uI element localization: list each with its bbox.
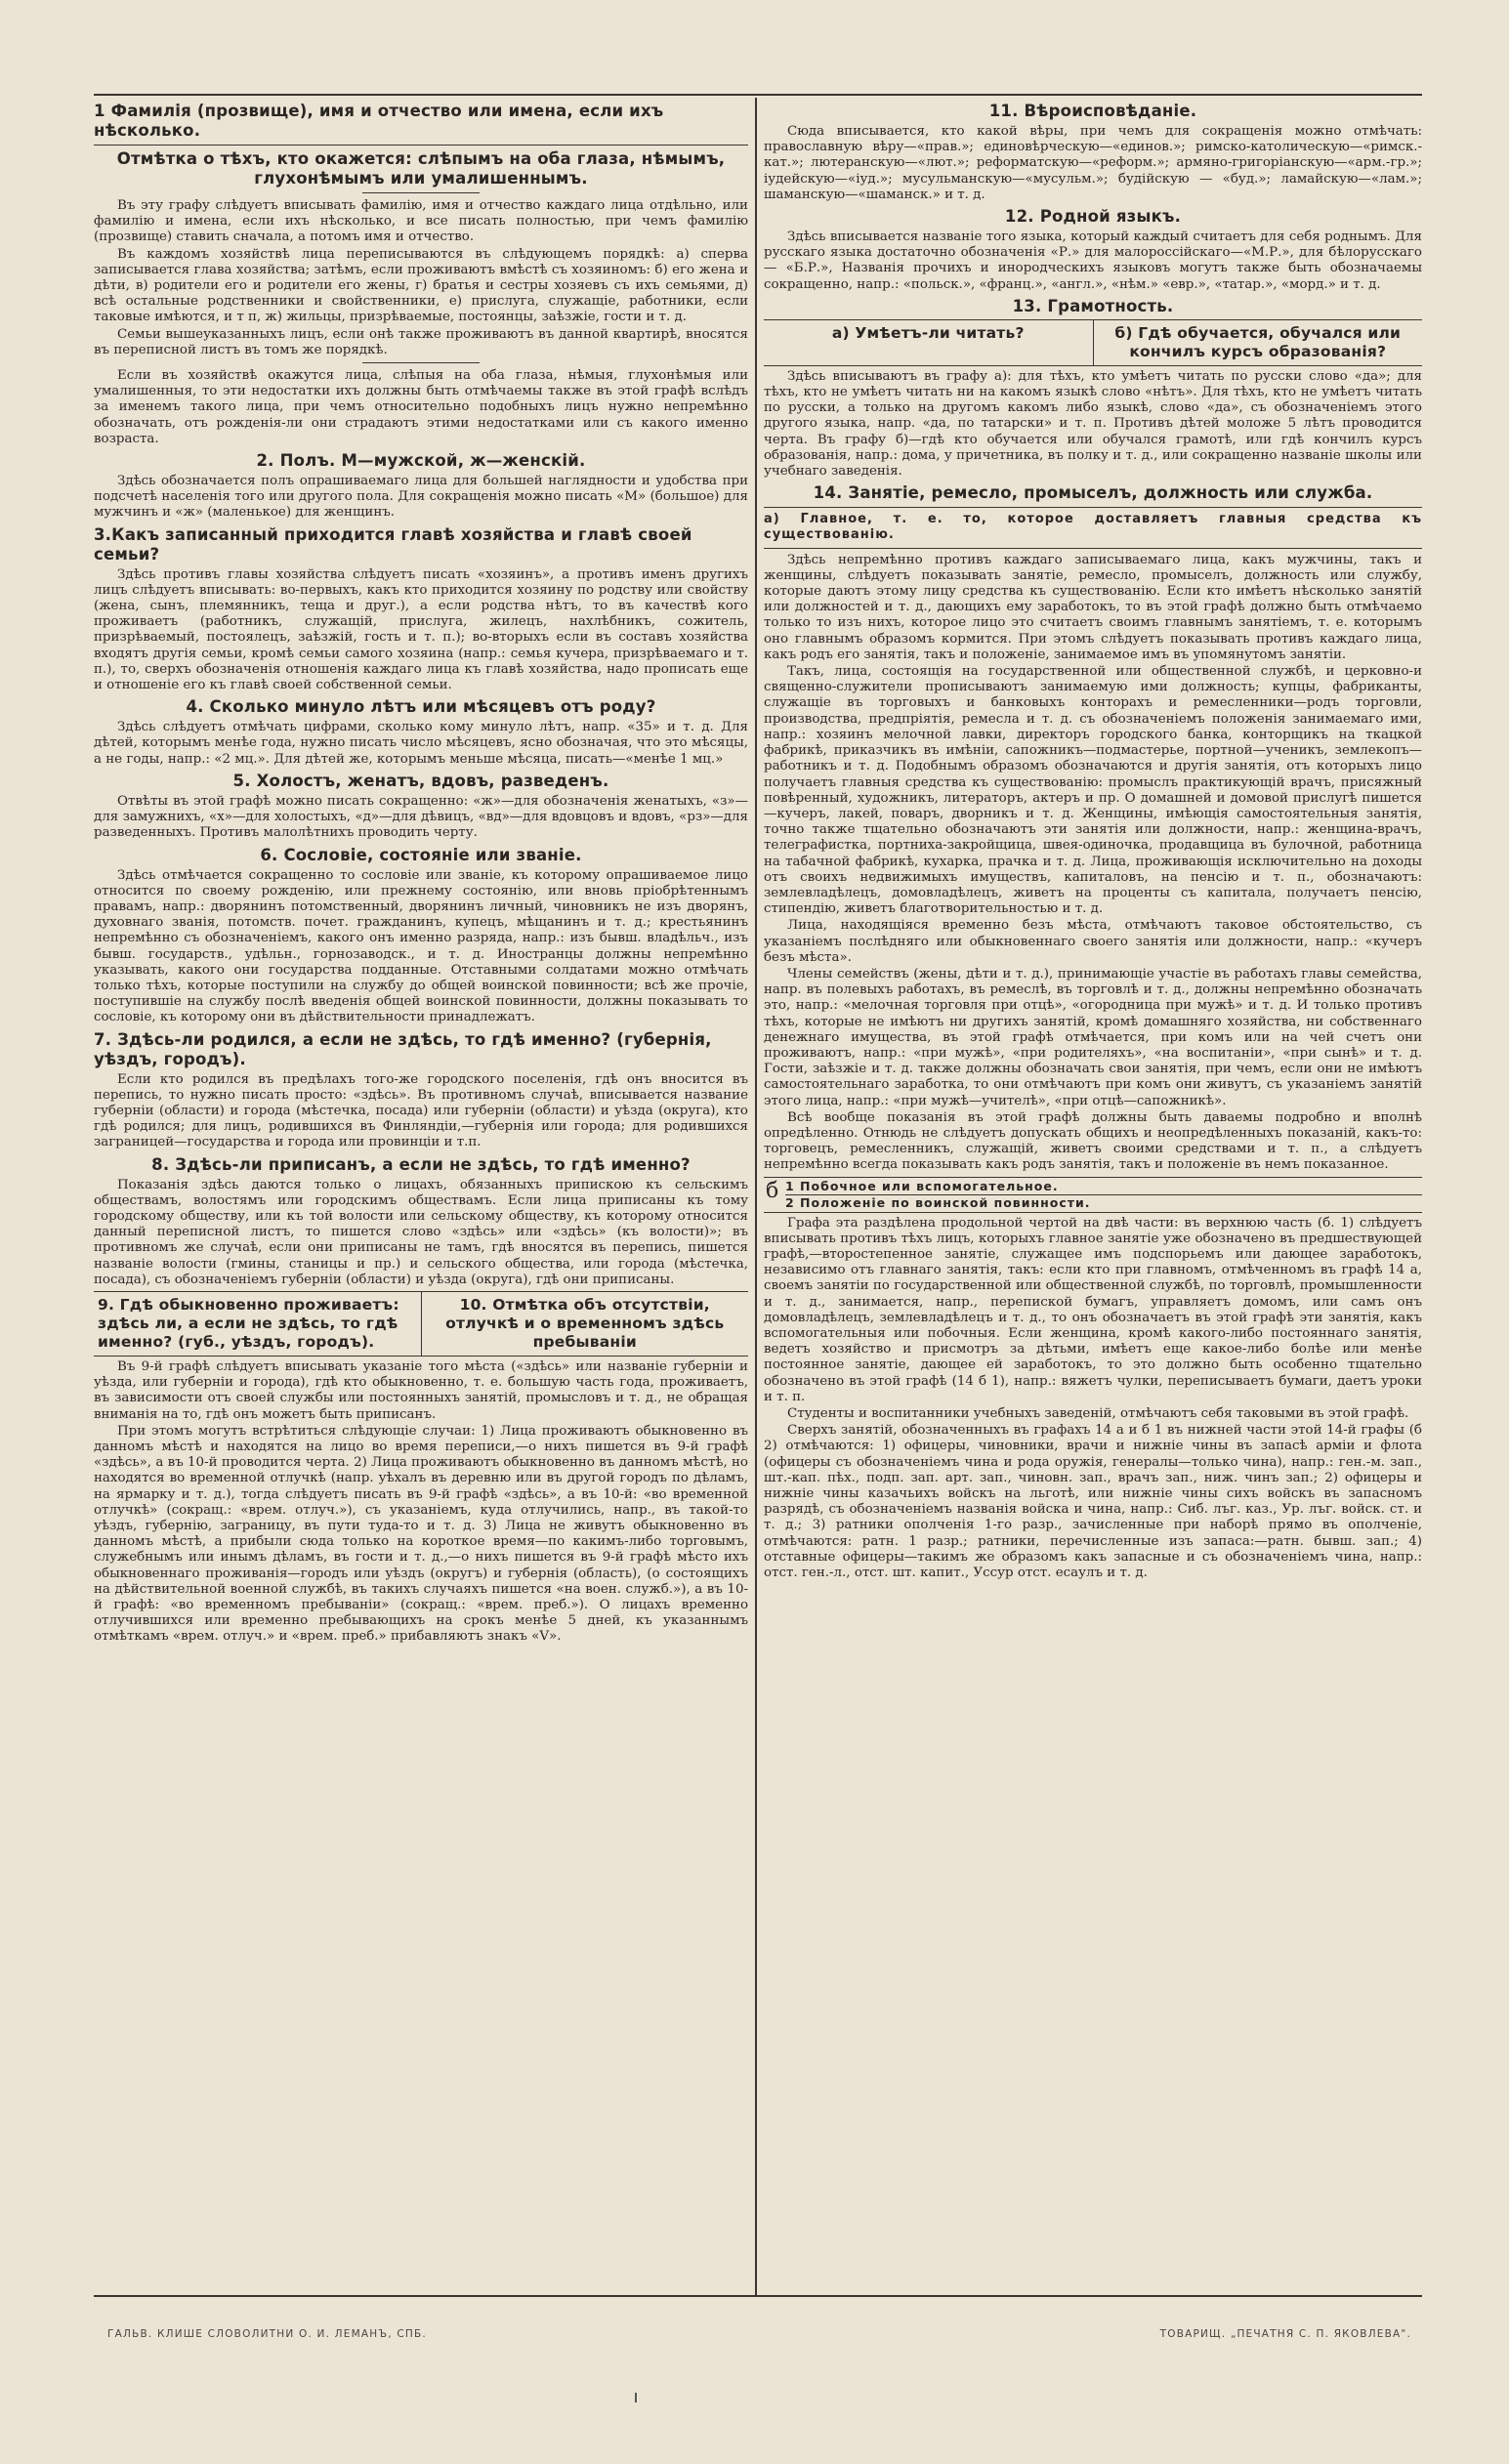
section-9-paragraph: Въ 9-й графѣ слѣдуетъ вписывать указаніе того мѣста («здѣсь» или названіе губерніи и уѣзда, или губерніи и города), гдѣ кто обыкновенно, т. е. большую часть года, проживаетъ, въ зависимости отъ своей службы или постоянныхъ занятій, промысловъ и т. д., не обращая вниманія на то, гдѣ онъ можетъ быть приписанъ. xyxy=(94,1358,748,1422)
right-column xyxy=(764,98,1422,1582)
section-14-paragraph: Всѣ вообще показанія въ этой графѣ должны быть даваемы подробно и вполнѣ опредѣленно. Отнюдь не слѣдуетъ допускать общихъ и неопредѣленныхъ показаній, какъ-то: торговецъ, ремесленникъ, служащій, живетъ своими средствами и т. п., а слѣдуетъ непремѣнно всегда показывать какъ родъ занятія, такъ и положеніе въ немъ показанное. xyxy=(764,1109,1422,1173)
section-14-title: 14. Занятіе, ремесло, промыселъ, должность или служба. xyxy=(813,483,1373,503)
section-14a-subtitle: а) Главное, т. е. то, которое доставляетъ главныя средства къ существованію. xyxy=(764,512,1422,543)
printer-imprint-right: ТОВАРИЩ. „ПЕЧАТНЯ С. П. ЯКОВЛЕВА". xyxy=(1159,2328,1411,2340)
section-12-title: 12. Родной языкъ. xyxy=(1004,207,1182,227)
section-9-header-cell xyxy=(94,1292,421,1356)
section-7-paragraph: Если кто родился въ предѣлахъ того-же городского поселенія, гдѣ онъ вносится въ перепись, то нужно писать просто: «здѣсь». Въ противномъ случаѣ, вписывается название губерніи (области) и города (мѣстечка, посада) или губерніи (области) и уѣзда (округа), кто гдѣ родился; для лицъ, родившихся въ Финляндіи,—губернія или города; для родившихся заграницей—государства и города или провинціи и т.п. xyxy=(94,1071,748,1150)
divider-short xyxy=(362,362,480,363)
section-13a-title: а) Умѣетъ-ли читать? xyxy=(831,323,1025,342)
section-11-title: 11. Вѣроисповѣданіе. xyxy=(988,102,1197,120)
sections-9-10-header xyxy=(94,1291,748,1357)
section-1-paragraph: Если въ хозяйствѣ окажутся лица, слѣпыя на оба глаза, нѣмыя, глухонѣмыя или умалишенныя, то эти недостатки ихъ должны быть отмѣчаемы также въ этой графѣ вслѣдъ за именемъ такого лица, при чемъ относительно подобныхъ лицъ нужно непремѣнно обозначать, отъ рожденія-ли они страдаютъ этими недостатками или съ какого именно возраста. xyxy=(94,368,748,446)
section-4-title: 4. Сколько минуло лѣтъ или мѣсяцевъ отъ роду? xyxy=(186,697,656,717)
divider xyxy=(764,507,1422,508)
section-13a-cell xyxy=(764,320,1093,365)
section-14b-header xyxy=(764,1177,1422,1213)
section-4-paragraph: Здѣсь слѣдуетъ отмѣчать цифрами, сколько кому минуло лѣтъ, напр. «35» и т. д. Для дѣтей, которымъ менѣе года, нужно писать число мѣсяцевъ, ясно обозначая, что это мѣсяцы, а не годы, напр.: «2 мц.». Для дѣтей же, которымъ меньше мѣсяца, писать—«менѣе 1 мц.» xyxy=(94,720,748,767)
bottom-rule xyxy=(94,2295,1422,2297)
divider xyxy=(94,145,748,146)
section-13-title: 13. Грамотность. xyxy=(1012,296,1174,315)
section-1-paragraph: Семьи вышеуказанныхъ лицъ, если онѣ также проживаютъ въ данной квартирѣ, вносятся въ переписной листъ въ томъ же порядкѣ. xyxy=(94,326,748,357)
section-1-note: Отмѣтка о тѣхъ, кто окажется: слѣпымъ на оба глаза, нѣмымъ, глухонѣмымъ или умалишеннымъ. xyxy=(116,149,726,188)
section-8-paragraph: Показанія здѣсь даются только о лицахъ, обязанныхъ припискою къ сельскимъ обществамъ, волостямъ или городскимъ обществамъ. Если лица приписаны къ тому городскому обществу, или къ той волости или сельскому обществу, къ которому относится данный переписной листъ, то пишется слово «здѣсь» или «здѣсь» (къ волости)»; въ противномъ же случаѣ, если они приписаны не тамъ, гдѣ вносятся въ перепись, пишется названіе волости (гмины, станицы и пр.) и сельского общества, или города (мѣстечка, посада), съ обозначеніемъ губерніи (области) и уѣзда (округа), гдѣ они приписаны. xyxy=(94,1177,748,1287)
section-3-paragraph: Здѣсь противъ главы хозяйства слѣдуетъ писать «хозяинъ», а противъ именъ другихъ лицъ слѣдуетъ вписывать: во-первыхъ, какъ кто приходится хозяину по родству или свойству (жена, сынъ, племянникъ, теща и друг.), а если родства нѣтъ, то въ качествѣ кого проживаетъ (работникъ, служащій, прислуга, жилецъ, нахлѣбникъ, сожитель, призрѣваемый, постоялецъ, заѣзжій, гость и т. п.); во-вторыхъ если въ составъ хозяйства входятъ другія семьи, кромѣ семьи самого хозяина (напр.: семья кучера, призрѣваемаго и т. п.), то, сверхъ обозначенія отношенія каждаго лица къ главѣ хозяйства, надо прописать еще и отношеніе его къ главѣ своей собственной семьи. xyxy=(94,566,748,693)
section-9-paragraph: При этомъ могутъ встрѣтиться слѣдующіе случаи: 1) Лица проживаютъ обыкновенно въ данномъ мѣстѣ и находятся на лицо во время переписи,—о нихъ пишется въ 9-й графѣ «здѣсь», а въ 10-й проводится черта. 2) Лица проживаютъ обыкновенно въ данномъ мѣстѣ, но находятся во временной отлучкѣ (напр. уѣхалъ въ деревню или въ другой городъ по дѣламъ, на ярмарку и т. д.), тогда слѣдуетъ писать въ 9-й графѣ «здѣсь», а въ 10-й: «во временной отлучкѣ» (сокращ.: «врем. отлуч.»), съ указаніемъ, куда отлучились, напр., въ такой-то уѣздъ, губернію, заграницу, въ пути туда-то и т. д. 3) Лица не живутъ обыкновенно въ данномъ мѣстѣ, а прибыли сюда только на короткое время—по какимъ-либо торговымъ, служебнымъ или инымъ дѣламъ, въ гости и т. д.,—о нихъ пишется въ 9-й графѣ мѣсто ихъ обыкновеннаго проживанія—городъ или уѣздъ (округъ) и губернія (область), (о состоящихъ на дѣйствительной военной службѣ, въ такихъ случаяхъ пишется «на воен. служб.»), а въ 10-й графѣ: «во временномъ пребываніи» (сокращ.: «врем. преб.»). О лицахъ временно отлучившихся или временно пребывающихъ на срокъ менѣе 5 дней, къ указаннымъ отмѣткамъ «врем. отлуч.» и «врем. преб.» прибавляютъ знакъ «V». xyxy=(94,1423,748,1645)
section-3-title: 3.Какъ записанный приходится главѣ хозяйства и главѣ своей семьи? xyxy=(94,524,692,564)
section-1-title: 1 Фамилія (прозвище), имя и отчество или имена, если ихъ нѣсколько. xyxy=(94,102,664,140)
section-14b-mark: б xyxy=(766,1178,779,1203)
section-6-paragraph: Здѣсь отмѣчается сокращенно то сословіе или званіе, къ которому опрашиваемое лицо относится по своему рожденію, или прежнему состоянію, или вновь пріобрѣтеннымъ правамъ, напр.: дворянинъ потомственный, дворянинъ личный, чиновникъ не изъ дворянъ, духовнаго званія, потомств. почет. гражданинъ, купецъ, мѣщанинъ и т. д.; крестьянинъ непремѣнно съ обозначеніемъ, какого онъ именно разряда, напр.: изъ бывш. владѣльч., изъ бывш. государств., удѣльн., горнозаводск., и т. д. Иностранцы должны непремѣнно указывать, какого они государства подданные. Отставными солдатами можно отмѣчать только тѣхъ, которые поступили на службу до общей воинской повинности; всѣ же прочіе, поступившіе на службу послѣ введенія общей воинской повинности, должны показывать то сословіе, къ которому они въ дѣйствительности принадлежатъ. xyxy=(94,867,748,1025)
top-rule xyxy=(94,94,1422,96)
section-11-paragraph: Сюда вписывается, кто какой вѣры, при чемъ для сокращенія можно отмѣчать: православную вѣру—«прав.»; единовѣрческую—«единов.»; римско-католическую—«римск.-кат.»; лютеранскую—«лют.»; реформатскую—«реформ.»; армяно-григоріанскую—«арм.-гр.»; іудейскую—«іуд.»; мусульманскую—«мусульм.»; будійскую — «буд.»; ламайскую—«лам.»; шаманскую—«шаманск.» и т. д. xyxy=(764,124,1422,202)
column-divider xyxy=(755,98,757,2295)
section-1-paragraph: Въ эту графу слѣдуетъ вписывать фамилію, имя и отчество каждаго лица отдѣльно, или фамилію и имена, если ихъ нѣсколько, и все писать полностью, при чемъ фамилію (прозвище) ставить сначала, а потомъ имя и отчество. xyxy=(94,198,748,245)
left-column xyxy=(94,98,748,1647)
section-14-paragraph: Лица, находящіяся временно безъ мѣста, отмѣчаютъ таковое обстоятельство, съ указаніемъ послѣдняго или обыкновеннаго своего занятія или должности, напр.: «кучеръ безъ мѣста». xyxy=(764,918,1422,965)
section-2-title: 2. Полъ. М—мужской, ж—женскій. xyxy=(256,451,586,471)
section-8-title: 8. Здѣсь-ли приписанъ, а если не здѣсь, то гдѣ именно? xyxy=(151,1154,691,1174)
section-14b-paragraph: Сверхъ занятій, обозначенныхъ въ графахъ 14 а и б 1 въ нижней части этой 14-й графы (б 2) отмѣчаются: 1) офицеры, чиновники, врачи и нижніе чины въ запасѣ арміи и флота (офицеры съ обозначеніемъ чина и рода оружія, генералы—только чина), напр.: ген.-м. зап., шт.-кап. пѣх., подп. зап. арт. зап., чиновн. зап., врачъ зап., ниж. чинъ зап.; 2) офицеры и нижніе чины казачьихъ войскъ на льготѣ, или нижніе чины сихъ войскъ въ запасномъ разрядѣ, съ обозначеніемъ названія войска и чина, напр.: Сиб. лъг. каз., Ур. лъг. войск. ст. и т. д.; 3) ратники ополченія 1-го разр., зачисленные при наборѣ прямо въ ополченіе, отмѣчаются: ратн. 1 разр.; ратники, перечисленные изъ запаса:—ратн. бывш. зап.; 4) отставные офицеры—такимъ же образомъ какъ запасные и съ обозначеніемъ чина, напр.: отст. ген.-л., отст. шт. капит., Уссур отст. есаулъ и т. д. xyxy=(764,1423,1422,1581)
section-5-title: 5. Холостъ, женатъ, вдовъ, разведенъ. xyxy=(232,771,609,790)
divider xyxy=(764,548,1422,549)
section-13-paragraph: Здѣсь вписываютъ въ графу а): для тѣхъ, кто умѣетъ читать по русски слово «да»; для тѣхъ, кто не умѣетъ читать ни на какомъ языкѣ слово «нѣтъ». Для тѣхъ, кто не умѣетъ читать по русски, а только на другомъ какомъ либо языкѣ, слово «да», съ обозначеніемъ этого другого языка, напр. «да, по татарски» и т. п. Противъ дѣтей моложе 5 лѣтъ проводится черта. Въ графу б)—гдѣ кто обучается или обучался грамотѣ, или гдѣ кончилъ курсъ образованія, напр.: дома, у причетника, въ полку и т. д., или сокращенно названіе школы или учебнаго заведенія. xyxy=(764,368,1422,480)
section-14-paragraph: Здѣсь непремѣнно противъ каждаго записываемаго лица, какъ мужчины, такъ и женщины, слѣдуетъ показывать занятіе, ремесло, промыселъ, должность или службу, которые даютъ этому лицу средства къ существованію. Если кто имѣетъ нѣсколько занятій или должностей и т. д., дающихъ ему заработокъ, то въ этой графѣ должно быть отмѣчаемо только то изъ нихъ, которое лицо это считаетъ своимъ главнымъ занятіемъ, т. е. которымъ оно главнымъ образомъ кормится. При этомъ слѣдуетъ показывать противъ каждаго лица, какъ родъ его занятія, такъ и положеніе, занимаемое имъ въ упомянутомъ занятіи. xyxy=(764,552,1422,662)
section-12-paragraph: Здѣсь вписывается названіе того языка, который каждый считаетъ для себя роднымъ. Для русскаго языка достаточно обозначенія «Р.» для малороссійскаго—«М.Р.», для бѣлорусскаго — «Б.Р.», Названія прочихъ и инородческихъ языковъ могутъ также быть обозначаемы сокращенно, напр.: «польск.», «франц.», «англ.», «нѣм.» «евр.», «татар.», «морд.» и т. д. xyxy=(764,230,1422,292)
section-13b-title: б) Гдѣ обучается, обучался или кончилъ курсъ образованія? xyxy=(1114,323,1402,360)
print-mark xyxy=(635,2393,637,2402)
divider-short xyxy=(362,192,480,193)
section-13-subheaders xyxy=(764,319,1422,366)
section-2-paragraph: Здѣсь обозначается полъ опрашиваемаго лица для большей наглядности и удобства при подсчетѣ населенія того или другого пола. Для сокращенія можно писать «М» (большое) для мужчинъ и «ж» (маленькое) для женщинъ. xyxy=(94,474,748,521)
section-5-paragraph: Отвѣты въ этой графѣ можно писать сокращенно: «ж»—для обозначенія женатыхъ, «з»—для замужнихъ, «х»—для холостыхъ, «д»—для дѣвицъ, «вд»—для вдовцовъ и вдовъ, «рз»—для разведенныхъ. Противъ малолѣтнихъ проводить черту. xyxy=(94,793,748,841)
section-1-paragraph: Въ каждомъ хозяйствѣ лица переписываются въ слѣдующемъ порядкѣ: а) сперва записывается глава хозяйства; затѣмъ, если проживаютъ вмѣстѣ съ хозяиномъ: б) его жена и дѣти, в) родители его и родители его жены, г) братья и сестры хозяевъ съ ихъ семьями, д) всѣ остальные родственники и свойственники, е) прислуга, служащіе, работники, если таковые имѣются, и т п, ж) жильцы, призрѣваемые, постоянцы, заѣзжіе, гости и т. д. xyxy=(94,246,748,325)
section-14-paragraph: Такъ, лица, состоящія на государственной или общественной службѣ, и церковно-и священно-служители прописываютъ занимаемую ими должность; купцы, фабриканты, служащіе въ торговыхъ и банковыхъ конторахъ и ремесленники—родъ торговли, производства, предпріятія, ремесла и т. д. съ обозначеніемъ положенія занимаемаго ими, напр.: хозяинъ мелочной лавки, директоръ городского банка, конторщикъ на ткацкой фабрикѣ, приказчикъ въ имѣніи, сапожникъ—подмастерье, портной—ученикъ, землекопъ—работникъ и т. д. Подобнымъ образомъ обозначаются и другія занятія, отъ которыхъ лицо получаетъ главныя средства къ существованію: промыслъ практикующій врачъ, присяжный повѣренный, художникъ, литераторъ, актеръ и пр. О домашней и домовой прислугѣ пишется—кучеръ, лакей, поваръ, дворникъ и т. д. Женщины, имѣющія самостоятельныя занятія, точно также тщательно обозначаютъ эти занятія или должности, напр.: женщина-врачъ, телеграфистка, портниха-закройщица, швея-одиночка, продавщица въ булочной, работница на табачной фабрикѣ, кухарка, прачка и т. д. Лица, проживающія исключительно на доходы отъ своихъ недвижимыхъ имуществъ, капиталовъ, на пенсію и т. п., обозначаютъ: землевладѣлецъ, домовладѣлецъ, живетъ на проценты съ капитала, получаетъ пенсію, стипендію, живетъ благотворительностью и т. д. xyxy=(764,664,1422,917)
section-7-title: 7. Здѣсь-ли родился, а если не здѣсь, то гдѣ именно? (губернія, уѣздъ, городъ). xyxy=(94,1029,712,1068)
section-14b-paragraph: Графа эта раздѣлена продольной чертой на двѣ части: въ верхнюю часть (б. 1) слѣдуетъ вписывать противъ тѣхъ лицъ, которыхъ главное занятіе уже обозначено въ предшествующей графѣ,—второстепенное занятіе, служащее имъ подспорьемъ или дающее заработокъ, независимо отъ главнаго занятія, такъ: если кто при главномъ, отмѣченномъ въ графѣ 14 а, своемъ занятіи по государственной или общественной службѣ, по торговлѣ, промышленности и т. д., занимается, напр., перепиской бумагъ, управляетъ домомъ, или самъ онъ домовладѣлецъ, землевладѣлецъ и т. д., то онъ обозначаетъ въ этой графѣ эти занятія, какъ вспомогательныя или побочныя. Если женщина, кромѣ какого-либо постояннаго занятія, ведетъ хозяйство и присмотръ за дѣтьми, имѣетъ еще какое-либо болѣе или менѣе постоянное занятіе, дающее ей заработокъ, то это должно быть особенно тщательно обозначено въ этой графѣ (14 б 1), напр.: вяжетъ чулки, переписываетъ бумаги, даетъ уроки и т. п. xyxy=(764,1215,1422,1404)
section-9-title: 9. Гдѣ обыкновенно проживаетъ: здѣсь ли, а если не здѣсь, то гдѣ именно? (губ., уѣздъ, городъ). xyxy=(98,1295,399,1351)
section-10-header-cell xyxy=(421,1292,749,1356)
section-14b2-title: 2 Положеніе по воинской повинности. xyxy=(785,1194,1422,1211)
section-6-title: 6. Сословіе, состояніе или званіе. xyxy=(260,845,582,864)
section-14b-paragraph: Студенты и воспитанники учебныхъ заведеній, отмѣчаютъ себя таковыми въ этой графѣ. xyxy=(787,1406,1409,1422)
section-13b-cell xyxy=(1093,320,1423,365)
section-14-paragraph: Члены семействъ (жены, дѣти и т. д.), принимающіе участіе въ работахъ главы семейства, напр. въ полевыхъ работахъ, въ ремеслѣ, въ торговлѣ и т. д., должны непремѣнно обозначать это, напр.: «мелочная торговля при отцѣ», «огородница при мужѣ» и т. д. И только противъ тѣхъ, которые не имѣютъ ни другихъ занятій, кромѣ домашняго хозяйства, ни собственнаго денежнаго имущества, въ этой графѣ отмѣчается, при комъ или на чей счетъ они проживаютъ, напр.: «при мужѣ», «при родителяхъ», «на воспитаніи», «при сынѣ» и т. д. Гости, заѣзжіе и т. д. также должны обозначать свои занятія, при чемъ, если они не имѣютъ самостоятельнаго заработка, то они отмѣчаютъ при комъ они живутъ, съ указаніемъ занятій этого лица, напр.: «при мужѣ—учителѣ», «при отцѣ—сапожникѣ». xyxy=(764,966,1422,1108)
section-14b1-title: 1 Побочное или вспомогательное. xyxy=(785,1178,1059,1193)
section-10-title: 10. Отмѣтка объ отсутствіи, отлучкѣ и о временномъ здѣсь пребываніи xyxy=(445,1295,725,1351)
printer-imprint-left: ГАЛЬВ. КЛИШЕ СЛОВОЛИТНИ О. И. ЛЕМАНЪ, СПБ. xyxy=(107,2328,427,2340)
